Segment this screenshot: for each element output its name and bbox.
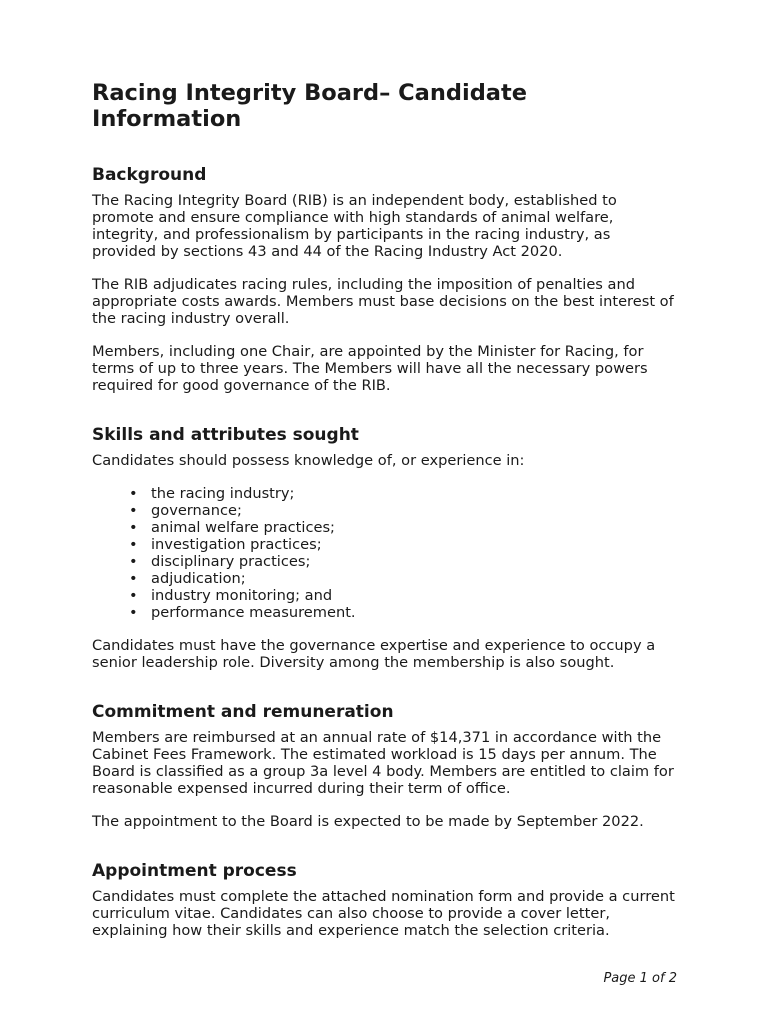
list-item-text: adjudication; [151,570,246,587]
bullet-icon: • [129,587,138,604]
list-item [129,485,678,502]
section-appointment [92,860,678,939]
bullet-icon: • [129,502,138,519]
list-item [129,587,678,604]
paragraph: Members are reimbursed at an annual rate of $14,371 in accordance with the Cabinet Fees Framework. The estimated workload is 15 days per annum. The Board is classified as a group 3a level 4 body. Members are entitled to claim for reasonable expensed incurred during their term of office. [92,729,674,797]
bullet-icon: • [129,553,138,570]
list-item-text: governance; [151,502,242,519]
list-item-text: the racing industry; [151,485,295,502]
list-item [129,570,678,587]
list-item [129,536,678,553]
list-item [129,604,678,621]
section-background [92,164,678,394]
paragraph: The Racing Integrity Board (RIB) is an independent body, established to promote and ensure compliance with high standards of animal welfare, integrity, and professionalism by participants in the racing industry, as provided by sections 43 and 44 of the Racing Industry Act 2020. [92,192,617,260]
list-item [129,519,678,536]
document-title: Racing Integrity Board– Candidate Information [92,80,528,132]
section-skills [92,424,678,671]
paragraph: The RIB adjudicates racing rules, including the imposition of penalties and appropriate costs awards. Members must base decisions on the best interest of the racing industry overall. [92,276,674,327]
section-heading: Skills and attributes sought [92,425,359,445]
list-item-text: animal welfare practices; [151,519,335,536]
bullet-icon: • [129,604,138,621]
list-item-text: disciplinary practices; [151,553,311,570]
list-item [129,502,678,519]
bullet-icon: • [129,536,138,553]
paragraph: Members, including one Chair, are appointed by the Minister for Racing, for terms of up to three years. The Members will have all the necessary powers required for good governance of the RIB. [92,343,648,394]
section-heading: Appointment process [92,861,297,881]
bullet-icon: • [129,519,138,536]
list-item-text: investigation practices; [151,536,322,553]
list-item-text: industry monitoring; and [151,587,333,604]
paragraph: Candidates should possess knowledge of, or experience in: [92,452,525,469]
skills-list [92,485,678,621]
paragraph: The appointment to the Board is expected to be made by September 2022. [92,813,644,830]
section-heading: Commitment and remuneration [92,702,394,722]
paragraph: Candidates must have the governance expertise and experience to occupy a senior leadership role. Diversity among the membership is also sought. [92,637,656,671]
bullet-icon: • [129,485,138,502]
page-number: Page 1 of 2 [603,971,677,986]
section-commitment [92,701,678,830]
bullet-icon: • [129,570,138,587]
paragraph: Candidates must complete the attached nomination form and provide a current curriculum vitae. Candidates can also choose to provide a cover letter, explaining how their skills and experience match the selection criteria. [92,888,675,939]
section-heading: Background [92,165,207,185]
list-item-text: performance measurement. [151,604,356,621]
list-item [129,553,678,570]
